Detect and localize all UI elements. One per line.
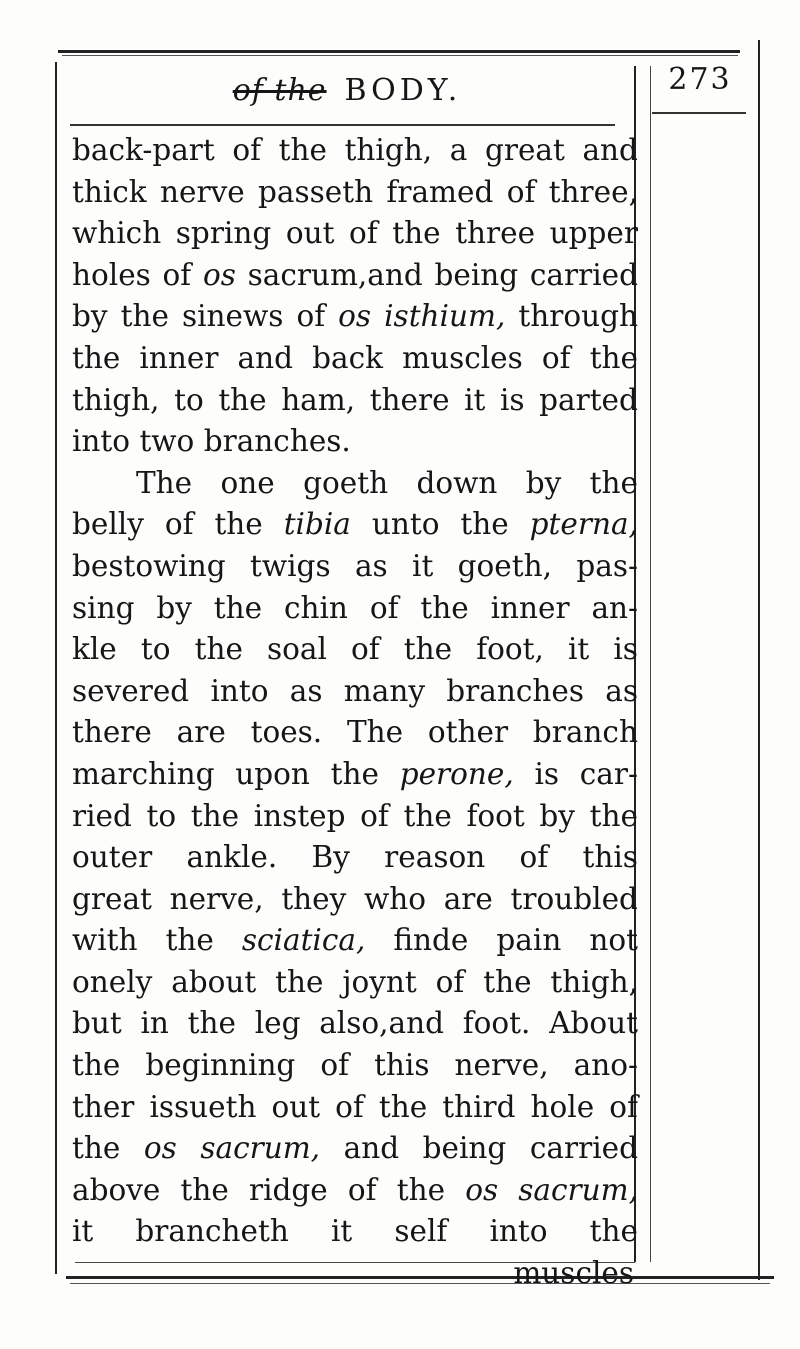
text-word: bestowing xyxy=(72,548,226,583)
text-word: into xyxy=(210,673,269,708)
text-word: the xyxy=(589,340,638,375)
text-word: is xyxy=(613,632,638,667)
text-line xyxy=(72,1211,638,1253)
text-word: as xyxy=(605,673,638,708)
text-word: os xyxy=(465,1172,499,1207)
text-word: of xyxy=(164,507,194,542)
frame-right-rule xyxy=(758,40,760,1280)
text-word: back-part xyxy=(72,133,215,167)
text-word: the xyxy=(589,798,638,833)
text-line xyxy=(72,380,638,422)
text-line xyxy=(72,796,638,838)
text-word: out xyxy=(285,216,335,251)
text-word: pain xyxy=(496,923,562,958)
text-word: isthium, xyxy=(384,299,506,334)
text-line xyxy=(72,837,638,879)
frame-left-rule xyxy=(55,62,57,1274)
text-word: ther xyxy=(72,1089,135,1124)
text-word: upon xyxy=(235,756,310,791)
text-word: ridge xyxy=(248,1172,328,1207)
text-word: the xyxy=(72,1048,121,1083)
text-line xyxy=(72,1003,638,1045)
text-word: and xyxy=(237,340,294,375)
text-word: to xyxy=(140,632,171,667)
text-word: and xyxy=(343,1131,400,1166)
text-word: By xyxy=(311,840,350,875)
text-word: who xyxy=(364,881,427,916)
text-word: by xyxy=(525,465,562,500)
text-word: ano- xyxy=(573,1048,638,1083)
text-word: perone, xyxy=(399,756,514,791)
text-word: os xyxy=(338,299,372,334)
text-word: and xyxy=(582,133,638,167)
text-word: many xyxy=(343,673,425,708)
text-word: joynt xyxy=(342,964,417,999)
text-word: sinews xyxy=(181,299,284,334)
running-head-title: BODY. xyxy=(344,72,462,108)
text-word: not xyxy=(589,923,638,958)
text-line xyxy=(72,920,638,962)
text-line xyxy=(72,546,638,588)
text-line xyxy=(72,671,638,713)
text-word: the xyxy=(330,756,379,791)
text-line xyxy=(72,1087,638,1129)
text-word: being xyxy=(422,1131,507,1166)
text-line xyxy=(72,421,638,463)
text-word: finde xyxy=(393,923,469,958)
text-word: a xyxy=(449,133,468,167)
text-word: ried xyxy=(72,798,132,833)
text-word: goeth, xyxy=(457,548,552,583)
text-line xyxy=(72,629,638,671)
text-word: they xyxy=(281,881,347,916)
text-word: of xyxy=(347,1172,377,1207)
running-head-rule xyxy=(70,124,615,126)
text-word: sing xyxy=(72,590,135,625)
text-word: the xyxy=(403,798,452,833)
text-word: it xyxy=(330,1214,353,1249)
text-word: thigh, xyxy=(550,964,638,999)
text-word: the xyxy=(483,964,532,999)
text-word: an- xyxy=(591,590,638,625)
text-word: toes. xyxy=(250,715,323,750)
text-word: three, xyxy=(548,174,638,209)
text-word: one xyxy=(220,465,275,500)
text-word: passeth xyxy=(258,174,374,209)
text-word: of xyxy=(609,1089,638,1124)
text-word: it xyxy=(412,548,434,583)
text-word: the xyxy=(460,507,509,542)
text-word: the xyxy=(180,1172,229,1207)
text-word: holes xyxy=(72,257,151,292)
text-word: of xyxy=(232,133,262,167)
text-word: thick xyxy=(72,174,147,209)
text-word: great xyxy=(484,133,565,167)
text-word: pas- xyxy=(576,548,638,583)
text-line xyxy=(72,504,638,546)
text-word: leg xyxy=(254,1006,301,1041)
text-word: the xyxy=(214,507,263,542)
text-word: of xyxy=(435,964,465,999)
text-word: inner xyxy=(139,340,219,375)
text-word: thigh, xyxy=(72,382,160,417)
text-word: the xyxy=(218,382,267,417)
text-word: the xyxy=(194,632,243,667)
text-word: also,and xyxy=(319,1006,444,1041)
text-word: of xyxy=(519,840,549,875)
text-word: of xyxy=(296,299,326,334)
text-word: troubled xyxy=(510,881,638,916)
text-word: self xyxy=(394,1214,448,1249)
text-word: kle xyxy=(72,632,117,667)
text-word: are xyxy=(443,881,493,916)
text-line xyxy=(72,712,638,754)
text-word: it xyxy=(464,382,486,417)
text-line xyxy=(72,754,638,796)
text-word: hole xyxy=(530,1089,595,1124)
text-line xyxy=(72,1045,638,1087)
text-line xyxy=(72,1128,638,1170)
text-word: two xyxy=(139,424,195,459)
text-word: foot, xyxy=(476,632,544,667)
text-word: the xyxy=(420,590,469,625)
text-word: os xyxy=(202,257,236,292)
text-word: as xyxy=(354,548,388,583)
text-word: the xyxy=(589,1214,638,1249)
text-word: tibia xyxy=(283,507,351,542)
text-word: the xyxy=(120,299,169,334)
text-word: foot xyxy=(466,798,525,833)
text-word: upper xyxy=(549,216,638,251)
text-line xyxy=(72,879,638,921)
text-word: the xyxy=(392,216,441,251)
text-word: of xyxy=(541,340,571,375)
text-word: twigs xyxy=(250,548,331,583)
text-line xyxy=(72,962,638,1004)
text-word: sacrum, xyxy=(518,1172,638,1207)
text-word: reason xyxy=(384,840,486,875)
text-word: of xyxy=(369,590,399,625)
text-word: the xyxy=(72,340,121,375)
running-head xyxy=(60,66,634,114)
text-word: the xyxy=(403,632,453,667)
text-word: into xyxy=(72,424,131,459)
text-word: branches xyxy=(446,673,584,708)
text-word: of xyxy=(351,632,380,667)
text-word: nerve, xyxy=(454,1048,549,1083)
text-word: the xyxy=(396,1172,446,1207)
text-word: with xyxy=(72,923,138,958)
text-word: carried xyxy=(529,1131,638,1166)
text-word: by xyxy=(156,590,192,625)
text-word: nerve, xyxy=(169,881,264,916)
text-word: The xyxy=(136,465,193,500)
text-word: the xyxy=(278,133,327,167)
text-word: through xyxy=(518,299,638,334)
text-word: severed xyxy=(72,673,190,708)
text-word: to xyxy=(174,382,204,417)
text-line xyxy=(72,255,638,297)
text-word: chin xyxy=(283,590,348,625)
text-word: out xyxy=(271,1089,321,1124)
text-word: issueth xyxy=(149,1089,257,1124)
text-word: of xyxy=(360,798,389,833)
text-word: belly xyxy=(72,507,144,542)
text-word: third xyxy=(442,1089,516,1124)
text-word: goeth xyxy=(303,465,389,500)
text-word: unto xyxy=(371,507,440,542)
text-word: sacrum, xyxy=(200,1131,321,1166)
text-word: to xyxy=(146,798,177,833)
text-word: the xyxy=(187,1006,236,1041)
text-word: other xyxy=(427,715,509,750)
text-word: is xyxy=(499,382,525,417)
text-word: ham, xyxy=(281,382,356,417)
text-word: as xyxy=(289,673,323,708)
text-line xyxy=(72,588,638,630)
text-word: of xyxy=(335,1089,364,1124)
text-word: are xyxy=(176,715,226,750)
text-word: of xyxy=(162,257,192,292)
text-word: down xyxy=(416,465,498,500)
text-word: the xyxy=(378,1089,428,1124)
text-word: parted xyxy=(539,382,638,417)
text-word: nerve xyxy=(160,174,245,209)
text-word: onely xyxy=(72,964,153,999)
text-word: marching xyxy=(72,756,215,791)
text-word: but xyxy=(72,1006,122,1041)
text-word: carried xyxy=(529,257,638,292)
text-word: sacrum,and xyxy=(247,257,423,292)
text-word: it xyxy=(567,632,590,667)
frame-top-rule-inner xyxy=(62,55,738,56)
text-word: into xyxy=(489,1214,548,1249)
text-word: the xyxy=(72,1131,121,1166)
text-word: framed xyxy=(386,174,494,209)
text-word: os xyxy=(143,1131,177,1166)
text-word: the xyxy=(165,923,214,958)
text-word: The xyxy=(346,715,404,750)
text-word: foot. xyxy=(462,1006,531,1041)
text-word: of xyxy=(506,174,536,209)
text-word: in xyxy=(140,1006,169,1041)
text-word: soal xyxy=(267,632,327,667)
frame-top-rule xyxy=(58,50,740,53)
text-word: the xyxy=(275,964,324,999)
text-word: outer xyxy=(72,840,153,875)
text-word: beginning xyxy=(145,1048,296,1083)
text-word: there xyxy=(72,715,152,750)
text-word: spring xyxy=(175,216,272,251)
text-word: brancheth xyxy=(135,1214,289,1249)
text-word: inner xyxy=(490,590,570,625)
text-word: instep xyxy=(253,798,346,833)
margin-column-rule-inner xyxy=(650,66,651,1262)
text-line xyxy=(72,463,638,505)
text-word: of xyxy=(320,1048,350,1083)
text-line xyxy=(72,172,638,214)
text-word: being xyxy=(434,257,519,292)
text-word: by xyxy=(72,299,108,334)
body-text xyxy=(72,130,638,1295)
text-line xyxy=(72,296,638,338)
text-word: the xyxy=(213,590,263,625)
text-word: of xyxy=(349,216,378,251)
text-word: pterna, xyxy=(529,507,638,542)
page-number: 273 xyxy=(668,62,732,97)
text-word: branch xyxy=(532,715,638,750)
text-word: sciatica, xyxy=(241,923,366,958)
text-word: the xyxy=(589,465,638,500)
text-word: it xyxy=(72,1214,94,1249)
text-word: this xyxy=(582,840,638,875)
text-line xyxy=(72,130,638,172)
text-line xyxy=(72,1253,638,1295)
text-word: the xyxy=(190,798,240,833)
text-word: thigh, xyxy=(344,133,433,167)
text-word: this xyxy=(374,1048,430,1083)
text-line xyxy=(72,1170,638,1212)
text-word: about xyxy=(171,964,257,999)
text-word: About xyxy=(549,1006,638,1041)
page-number-rule xyxy=(652,112,746,114)
text-word: muscles xyxy=(402,340,523,375)
text-line xyxy=(72,338,638,380)
text-word: which xyxy=(72,216,162,251)
text-word: there xyxy=(369,382,450,417)
text-word: ankle. xyxy=(186,840,278,875)
text-word: is xyxy=(534,756,560,791)
text-word: above xyxy=(72,1172,161,1207)
text-word: muscles xyxy=(513,1256,634,1291)
text-word: car- xyxy=(579,756,638,791)
text-line xyxy=(72,213,638,255)
text-word: three xyxy=(455,216,536,251)
text-word: great xyxy=(72,881,152,916)
text-word: branches. xyxy=(203,424,351,459)
text-word: by xyxy=(539,798,575,833)
running-head-prefix: of the xyxy=(232,72,327,108)
text-word: back xyxy=(312,340,383,375)
